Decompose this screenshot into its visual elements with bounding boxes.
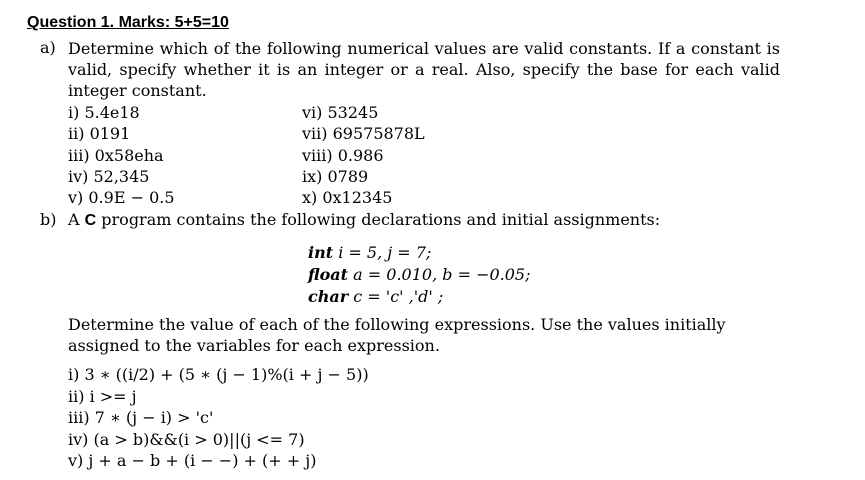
- intro-post: program contains the following declarations and initial assignments:: [96, 210, 661, 229]
- expression-i: i) 3 ∗ ((i/2) + (5 ∗ (j − 1)%(i + j − 5)): [68, 365, 369, 384]
- part-b-text: Determine the value of each of the following expressions. Use the values initially assigned to the variables for each expression.: [68, 315, 726, 355]
- decl-float-rest: a = 0.010, b = −0.05;: [348, 265, 531, 284]
- expression-ii: ii) i >= j: [68, 386, 137, 406]
- item-ix: ix) 0789: [302, 166, 369, 186]
- item-i: i) 5.4e18: [68, 103, 140, 122]
- expression-iii: iii) 7 ∗ (j − i) > 'c': [68, 408, 214, 427]
- item-vii: vii) 69575878L: [302, 124, 425, 144]
- part-a-items-right: [302, 102, 425, 208]
- part-b-label: b): [40, 210, 57, 229]
- part-a-text: Determine which of the following numerical values are valid constants. If a constant is valid, specify whether it is an integer or a real. Also, specify the base for each valid integer constant.: [68, 39, 780, 100]
- item-x: x) 0x12345: [302, 188, 393, 208]
- decl-float: [308, 264, 530, 286]
- item-ii: ii) 0191: [68, 124, 131, 144]
- part-b-intro: [68, 210, 660, 230]
- item-iv: iv) 52,345: [68, 166, 150, 186]
- expression-iv: iv) (a > b)&&(i > 0)||(j <= 7): [68, 429, 305, 449]
- intro-c-language: C: [84, 212, 97, 229]
- intro-pre: A: [68, 210, 85, 229]
- item-viii: viii) 0.986: [302, 145, 384, 165]
- kw-char: char: [308, 287, 349, 306]
- kw-float: float: [308, 265, 349, 284]
- kw-int: int: [308, 243, 334, 262]
- decl-char: [308, 286, 530, 308]
- expression-v: v) j + a − b + (i − −) + (+ + j): [68, 451, 317, 470]
- item-iii: iii) 0x58eha: [68, 145, 164, 165]
- decl-char-rest: c = 'c' ,'d' ;: [348, 287, 444, 306]
- declarations: [308, 242, 530, 308]
- decl-int-rest: i = 5, j = 7;: [333, 243, 432, 262]
- decl-int: [308, 242, 530, 264]
- question-title: Question 1. Marks: 5+5=10: [27, 14, 229, 31]
- item-vi: vi) 53245: [302, 103, 379, 122]
- item-v: v) 0.9E − 0.5: [68, 188, 175, 208]
- part-a-label: a): [40, 38, 56, 57]
- expressions-list: [68, 364, 369, 472]
- part-a-items-left: [68, 102, 175, 208]
